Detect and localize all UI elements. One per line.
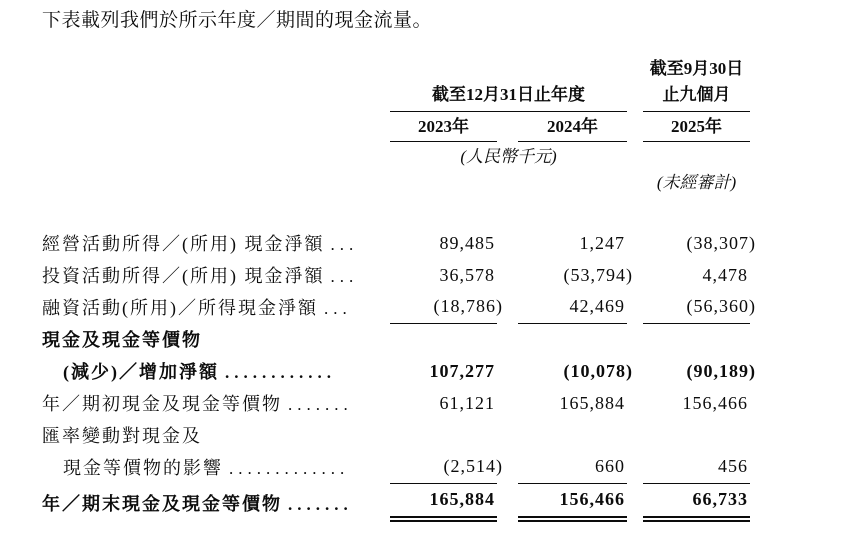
- row-label: [42, 390, 390, 416]
- value-2024: [518, 483, 627, 522]
- cell-value: (53,794): [563, 264, 633, 285]
- cell-value: 156,466: [682, 392, 748, 413]
- value-2024: [518, 291, 627, 324]
- row-label-text: 經營活動所得／(所用) 現金淨額: [42, 234, 325, 254]
- value-2025: [643, 419, 750, 451]
- value-2023: [390, 291, 503, 324]
- cell-value: 107,277: [429, 360, 495, 381]
- value-2024: [518, 387, 627, 419]
- cell-value: 165,884: [429, 489, 495, 509]
- cell-value: 89,485: [439, 232, 495, 253]
- value-2025: [643, 451, 750, 484]
- table-row: [42, 259, 750, 291]
- table-row: [42, 355, 756, 387]
- cell-value: 156,466: [559, 489, 625, 509]
- table-header-period-groups: [42, 55, 750, 112]
- cell-value: 165,884: [559, 392, 625, 413]
- value-2023: [390, 259, 497, 291]
- row-label-text: 現金及現金等價物: [42, 330, 202, 350]
- table-header-audit-note-row: [42, 168, 750, 194]
- table-row: [42, 323, 750, 355]
- cell-value: (2,514): [443, 456, 503, 476]
- value-2025: [643, 387, 750, 419]
- value-2024: [518, 259, 633, 291]
- dot-leader: ...: [324, 299, 352, 318]
- row-label-text: (減少)／增加淨額: [63, 362, 219, 382]
- value-2025: [643, 227, 756, 259]
- cell-value: 66,733: [692, 489, 748, 509]
- header-interim-period: [643, 56, 750, 112]
- table-row: [42, 451, 750, 483]
- dot-leader: .............: [229, 459, 350, 478]
- cell-value: (56,360): [686, 296, 756, 316]
- value-2023: [390, 451, 503, 484]
- value-2024: [518, 355, 633, 387]
- header-label-spacer: [42, 112, 390, 142]
- table-row: [42, 227, 756, 259]
- table-row: [42, 419, 750, 451]
- row-label: [42, 326, 390, 352]
- cell-value: 4,478: [702, 264, 748, 285]
- dot-leader: ...: [330, 267, 359, 286]
- value-2024: [518, 323, 627, 355]
- cell-value: 36,578: [439, 264, 495, 285]
- cell-value: (38,307): [686, 232, 756, 253]
- header-body-gap: [42, 194, 750, 227]
- header-year-2023: 2023年: [390, 112, 497, 142]
- cell-value: 1,247: [579, 232, 625, 253]
- row-label: [42, 358, 390, 384]
- table-row: [42, 291, 756, 323]
- row-label: [42, 422, 390, 448]
- header-annual-period: [390, 82, 627, 112]
- row-label-text: 投資活動所得／(所用) 現金淨額: [42, 266, 325, 286]
- table-body: [42, 227, 756, 519]
- cell-value: 660: [595, 456, 625, 476]
- table-header-years: [42, 112, 750, 141]
- value-2023: [390, 419, 497, 451]
- row-label-text: 融資活動(所用)／所得現金淨額: [42, 298, 318, 318]
- row-label: [42, 230, 390, 256]
- cell-value: 61,121: [439, 392, 495, 413]
- table-header-unit-note-row: [42, 141, 750, 168]
- cash-flow-table: [42, 55, 756, 519]
- value-2025: [643, 355, 756, 387]
- cell-value: 42,469: [569, 296, 625, 316]
- row-label: [42, 294, 390, 320]
- cell-value: (90,189): [686, 360, 756, 381]
- row-label: [42, 454, 390, 480]
- header-interim-line2: 止九個月: [662, 85, 731, 104]
- table-row: [42, 387, 750, 419]
- value-2024: [518, 451, 627, 484]
- value-2025: [643, 291, 756, 324]
- value-2023: [390, 227, 497, 259]
- value-2025: [643, 323, 750, 355]
- value-2024: [518, 419, 627, 451]
- value-2023: [390, 323, 497, 355]
- cell-value: 456: [718, 456, 748, 476]
- audit-note: (未經審計): [656, 173, 737, 192]
- row-label-text: 年／期末現金及現金等價物: [42, 493, 282, 514]
- header-year-2025: 2025年: [643, 112, 750, 142]
- dot-leader: .......: [288, 494, 353, 514]
- value-2023: [390, 355, 497, 387]
- cell-value: (10,078): [563, 360, 633, 381]
- dot-leader: .......: [288, 395, 353, 414]
- value-2023: [390, 483, 497, 522]
- row-label-text: 現金等價物的影響: [63, 458, 223, 478]
- header-year-2024: 2024年: [518, 112, 627, 142]
- table-row: [42, 486, 750, 519]
- header-interim-line1: 截至9月30日: [649, 59, 744, 78]
- value-2024: [518, 227, 627, 259]
- value-2023: [390, 387, 497, 419]
- header-label-spacer: [42, 55, 390, 112]
- dot-leader: ............: [225, 363, 336, 382]
- value-2025: [643, 259, 750, 291]
- row-label: [42, 490, 390, 516]
- dot-leader: ...: [330, 235, 359, 254]
- value-2025: [643, 483, 750, 522]
- row-label: [42, 262, 390, 288]
- unit-note: (人民幣千元): [460, 147, 557, 166]
- row-label-text: 匯率變動對現金及: [42, 426, 202, 446]
- header-annual-period-text: 截至12月31日止年度: [432, 85, 585, 104]
- cell-value: (18,786): [433, 296, 503, 316]
- row-label-text: 年／期初現金及現金等價物: [42, 394, 282, 414]
- intro-text: 下表載列我們於所示年度／期間的現金流量。: [42, 10, 433, 31]
